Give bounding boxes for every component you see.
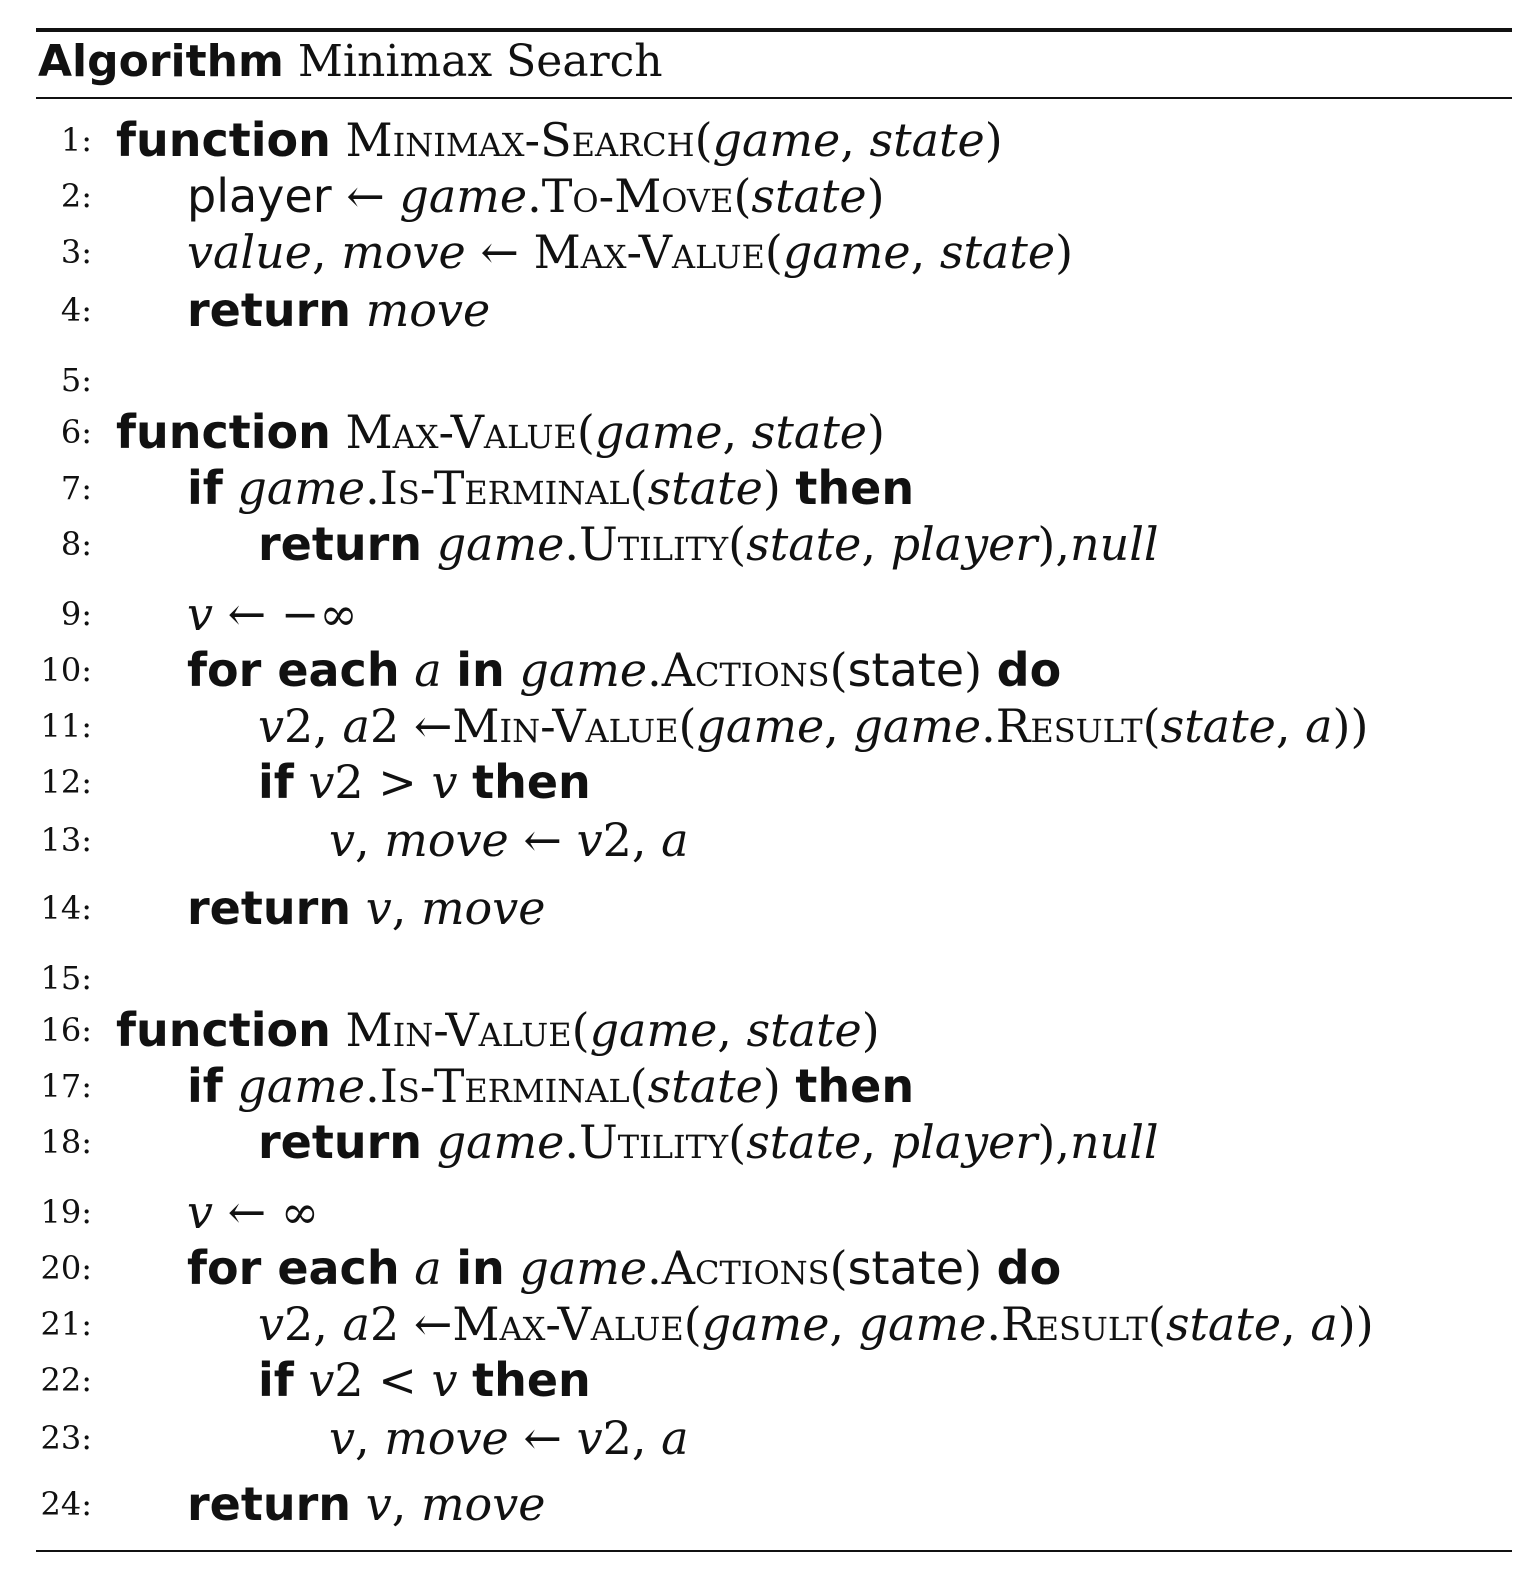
procedure-name: Minimax-Search (345, 113, 695, 167)
variable: game (436, 1115, 565, 1169)
procedure-name: To-Move (541, 169, 734, 223)
line-number: 1: (60, 121, 92, 159)
line-code (187, 586, 358, 642)
code-text: , (355, 1411, 385, 1465)
code-text: )) (1337, 1297, 1374, 1351)
code-text (331, 113, 346, 167)
code-line (0, 812, 1532, 868)
code-line (0, 754, 1532, 810)
code-text: , (391, 1477, 421, 1531)
keyword: do (996, 643, 1062, 697)
line-code (187, 642, 1061, 698)
keyword: then (472, 1353, 591, 1407)
line-number: 9: (60, 595, 92, 633)
procedure-name: Actions (661, 1241, 830, 1295)
procedure-name: Actions (661, 643, 830, 697)
variable: v (187, 587, 213, 641)
code-text: , (840, 113, 870, 167)
code-text (331, 405, 346, 459)
line-number: 24: (40, 1485, 92, 1523)
procedure-name: Utility (579, 517, 729, 571)
keyword: then (795, 1059, 915, 1113)
code-text: state (847, 643, 965, 697)
variable: game (858, 1297, 987, 1351)
code-text: , (861, 1115, 891, 1169)
line-number: 5: (60, 361, 92, 399)
code-text: ( (728, 1115, 747, 1169)
variable: value (187, 225, 312, 279)
code-text: , (717, 1003, 747, 1057)
code-text: ← (465, 225, 534, 279)
line-number: 6: (60, 413, 92, 451)
code-text: ( (764, 225, 783, 279)
variable: a (661, 1411, 689, 1465)
variable: move (384, 813, 509, 867)
variable: game (589, 1003, 718, 1057)
code-text (442, 643, 457, 697)
line-number: 17: (40, 1067, 92, 1105)
keyword: for each (187, 643, 400, 697)
code-text: . (986, 1297, 1002, 1351)
procedure-name: Max-Value (345, 405, 577, 459)
code-line (0, 1184, 1532, 1240)
variable: null (1069, 1115, 1159, 1169)
line-code (116, 404, 885, 460)
code-line (0, 168, 1532, 224)
variable: v (431, 755, 458, 809)
variable: state (751, 405, 868, 459)
code-text: ( (694, 113, 713, 167)
code-text: ( (733, 169, 752, 223)
line-code (116, 1002, 880, 1058)
code-text (351, 881, 366, 935)
keyword: if (187, 1059, 223, 1113)
line-code (258, 754, 591, 810)
line-code (258, 698, 1368, 754)
code-line (0, 950, 1532, 1006)
code-text: 2, (284, 1297, 343, 1351)
variable: move (420, 1477, 546, 1531)
keyword: then (795, 461, 915, 515)
line-code (258, 1296, 1374, 1352)
code-text: 2, (602, 813, 662, 867)
variable: move (365, 283, 491, 337)
line-number: 10: (40, 651, 92, 689)
keyword: function (116, 1003, 331, 1057)
code-text: 2, (602, 1411, 662, 1465)
variable: state (746, 1115, 862, 1169)
line-code (329, 812, 689, 868)
variable: game (399, 169, 528, 223)
line-code (329, 1410, 689, 1466)
code-line (0, 224, 1532, 280)
variable: v (258, 699, 284, 753)
code-text (457, 755, 472, 809)
code-text (223, 1059, 238, 1113)
line-code (187, 282, 490, 338)
code-text: ( (829, 1241, 848, 1295)
code-line (0, 516, 1532, 572)
variable: v (329, 813, 355, 867)
line-number: 7: (60, 469, 92, 507)
keyword: in (456, 643, 505, 697)
code-text: ← (508, 813, 577, 867)
line-code (187, 168, 885, 224)
line-code (116, 112, 1003, 168)
caption-keyword: Algorithm (38, 36, 284, 87)
code-text: , (861, 517, 891, 571)
code-line (0, 642, 1532, 698)
code-text: , (722, 405, 752, 459)
keyword: in (456, 1241, 505, 1295)
code-text: , (355, 813, 385, 867)
variable: game (696, 699, 825, 753)
code-line (0, 1296, 1532, 1352)
code-text: ( (683, 1297, 702, 1351)
line-code (187, 460, 914, 516)
keyword: return (187, 1477, 352, 1531)
variable: v (431, 1353, 458, 1407)
variable: v (576, 813, 603, 867)
code-text: 2 ← (369, 1297, 453, 1351)
variable: v (258, 1297, 284, 1351)
line-number: 19: (40, 1193, 92, 1231)
code-text: ( (629, 461, 648, 515)
variable: player (890, 1115, 1038, 1169)
code-line (0, 460, 1532, 516)
code-text: 2, (284, 699, 343, 753)
code-text: . (365, 1059, 380, 1113)
code-text (422, 517, 437, 571)
variable: v (308, 1353, 335, 1407)
code-text: , (1275, 699, 1306, 753)
code-text (505, 1241, 520, 1295)
code-line (0, 698, 1532, 754)
line-number: 15: (40, 959, 92, 997)
line-number: 11: (40, 707, 92, 745)
variable: game (594, 405, 723, 459)
code-text: . (365, 461, 380, 515)
procedure-name: Min-Value (345, 1003, 572, 1057)
variable: a (1310, 1297, 1338, 1351)
variable: game (701, 1297, 830, 1351)
variable: game (237, 1059, 366, 1113)
code-text (457, 1353, 472, 1407)
code-text: 2 > (334, 755, 432, 809)
variable: a (342, 1297, 370, 1351)
variable: state (647, 461, 763, 515)
code-text (294, 755, 309, 809)
keyword: if (258, 755, 294, 809)
keyword: return (258, 1115, 423, 1169)
variable: a (342, 699, 370, 753)
line-number: 8: (60, 525, 92, 563)
variable: state (746, 1003, 862, 1057)
line-code (187, 1476, 545, 1532)
variable: v (187, 1185, 213, 1239)
variable: state (647, 1059, 763, 1113)
variable: null (1069, 517, 1159, 571)
keyword: function (116, 405, 331, 459)
code-text: ( (1147, 1297, 1166, 1351)
variable: move (341, 225, 466, 279)
code-text (400, 643, 415, 697)
code-text: , (391, 881, 421, 935)
code-text (331, 1003, 346, 1057)
caption-title: Minimax Search (297, 36, 663, 87)
code-text: )) (1332, 699, 1369, 753)
code-text: ← −∞ (213, 587, 358, 641)
code-text: . (981, 699, 996, 753)
variable: v (308, 755, 335, 809)
code-text: ( (571, 1003, 590, 1057)
code-line (0, 282, 1532, 338)
line-number: 21: (40, 1305, 92, 1343)
line-code (258, 1114, 1159, 1170)
code-line (0, 586, 1532, 642)
variable: game (237, 461, 366, 515)
code-text (351, 1477, 366, 1531)
keyword: function (116, 113, 331, 167)
procedure-name: Result (995, 699, 1143, 753)
line-code (187, 224, 1073, 280)
line-code (258, 1352, 591, 1408)
procedure-name: Is-Terminal (379, 1059, 630, 1113)
procedure-name: Max-Value (452, 1297, 684, 1351)
keyword: for each (187, 1241, 400, 1295)
line-number: 22: (40, 1361, 92, 1399)
keyword: then (472, 755, 591, 809)
variable: v (365, 881, 392, 935)
procedure-name: Result (1001, 1297, 1148, 1351)
procedure-name: Is-Terminal (379, 461, 630, 515)
variable: game (712, 113, 841, 167)
code-text: ) (762, 1059, 796, 1113)
variable: game (436, 517, 565, 571)
code-text: ) (861, 1003, 880, 1057)
keyword: return (187, 881, 352, 935)
variable: game (519, 1241, 648, 1295)
code-text: ) (964, 1241, 997, 1295)
code-text: . (647, 1241, 662, 1295)
line-number: 3: (60, 233, 92, 271)
code-text (294, 1353, 309, 1407)
code-text: state (847, 1241, 965, 1295)
code-text: , (311, 225, 342, 279)
line-code (258, 516, 1159, 572)
line-code (187, 1240, 1061, 1296)
code-line (0, 1352, 1532, 1408)
variable: a (661, 813, 689, 867)
code-text (400, 1241, 415, 1295)
code-text: 2 ← (369, 699, 453, 753)
line-number: 13: (40, 821, 92, 859)
line-number: 14: (40, 889, 92, 927)
line-number: 23: (40, 1419, 92, 1457)
code-line (0, 1476, 1532, 1532)
line-number: 4: (60, 291, 92, 329)
code-text (422, 1115, 437, 1169)
variable: state (1160, 699, 1276, 753)
code-line (0, 1240, 1532, 1296)
variable: v (365, 1477, 392, 1531)
variable: a (1305, 699, 1333, 753)
code-text: player (187, 169, 332, 223)
procedure-name: Utility (579, 1115, 729, 1169)
code-text (223, 461, 238, 515)
code-text: ( (678, 699, 697, 753)
variable: state (869, 113, 985, 167)
line-code (187, 1058, 914, 1114)
code-text: ) (984, 113, 1003, 167)
code-text (351, 283, 366, 337)
variable: player (890, 517, 1038, 571)
code-text: ) (964, 643, 997, 697)
variable: state (751, 169, 867, 223)
code-text (505, 643, 520, 697)
code-text: . (647, 643, 662, 697)
code-text: ( (576, 405, 595, 459)
line-number: 12: (40, 763, 92, 801)
variable: game (853, 699, 982, 753)
bottom-rule (36, 1550, 1512, 1552)
code-text: ← (508, 1411, 577, 1465)
code-text: ) (866, 169, 885, 223)
line-number: 18: (40, 1123, 92, 1161)
code-text: , (824, 699, 854, 753)
code-text: ) (1055, 225, 1074, 279)
code-text: ) (762, 461, 796, 515)
code-text: , (910, 225, 940, 279)
code-text: ( (829, 643, 848, 697)
code-text: ), (1037, 1115, 1070, 1169)
code-text: ← ∞ (213, 1185, 320, 1239)
variable: state (1165, 1297, 1282, 1351)
code-line (0, 352, 1532, 408)
code-text: 2 < (334, 1353, 432, 1407)
code-line (0, 1058, 1532, 1114)
code-text: ) (867, 405, 885, 459)
code-text: ( (1142, 699, 1161, 753)
code-text: ), (1037, 517, 1070, 571)
procedure-name: Max-Value (533, 225, 765, 279)
line-number: 16: (40, 1011, 92, 1049)
code-line (0, 404, 1532, 460)
code-text (442, 1241, 457, 1295)
line-code (187, 880, 545, 936)
keyword: return (258, 517, 423, 571)
variable: state (746, 517, 862, 571)
code-text: . (564, 517, 580, 571)
keyword: return (187, 283, 352, 337)
variable: state (939, 225, 1056, 279)
code-text: ( (728, 517, 747, 571)
code-text: ( (629, 1059, 648, 1113)
variable: a (414, 1241, 442, 1295)
variable: v (329, 1411, 355, 1465)
keyword: do (996, 1241, 1062, 1295)
code-line (0, 880, 1532, 936)
keyword: if (187, 461, 223, 515)
code-text: ← (331, 169, 400, 223)
variable: v (576, 1411, 603, 1465)
variable: game (519, 643, 648, 697)
variable: move (384, 1411, 509, 1465)
procedure-name: Min-Value (452, 699, 679, 753)
code-line (0, 1410, 1532, 1466)
variable: move (420, 881, 546, 935)
code-text: . (527, 169, 542, 223)
code-text: , (829, 1297, 859, 1351)
line-number: 2: (60, 177, 92, 215)
line-number: 20: (40, 1249, 92, 1287)
code-line (0, 112, 1532, 168)
variable: a (414, 643, 442, 697)
keyword: if (258, 1353, 294, 1407)
code-line (0, 1114, 1532, 1170)
variable: game (782, 225, 911, 279)
code-line (0, 1002, 1532, 1058)
code-text: . (564, 1115, 580, 1169)
code-text: , (1281, 1297, 1311, 1351)
line-code (187, 1184, 319, 1240)
